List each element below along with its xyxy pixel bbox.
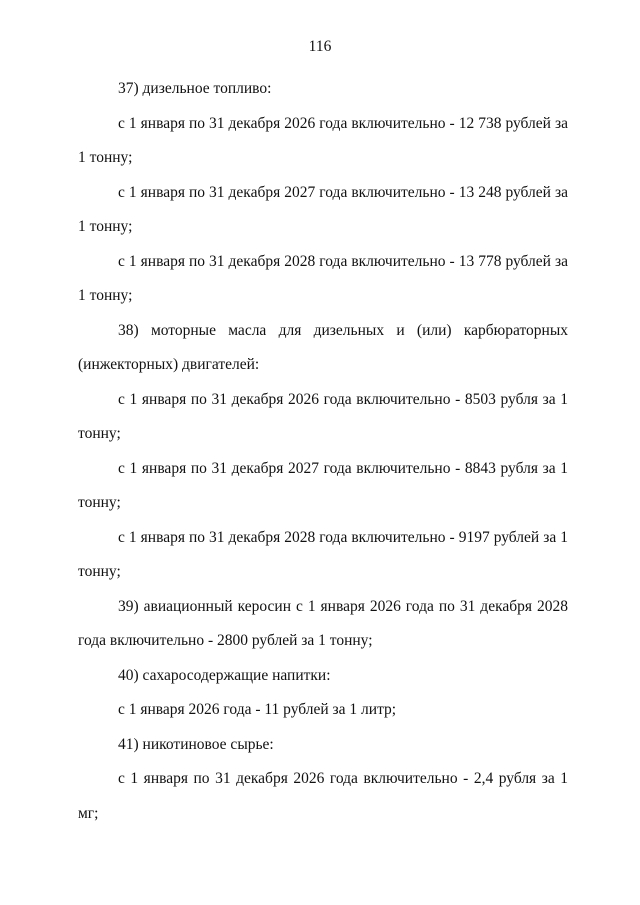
page-number: 116 [308,38,332,55]
paragraph-41-heading: 41) никотиновое сырье: [118,735,274,753]
paragraph-38-heading: 38) моторные масла для дизельных и (или) карбюраторных (инжекторных) двигателей: [78,321,568,373]
paragraph-sugar-drinks-2026: с 1 января 2026 года - 11 рублей за 1 литр; [118,701,397,718]
paragraph-diesel-2028: с 1 января по 31 декабря 2028 года включительно - 13 778 рублей за 1 тонну; [78,252,568,304]
paragraph-diesel-2027: с 1 января по 31 декабря 2027 года включительно - 13 248 рублей за 1 тонну; [78,183,568,235]
paragraph-diesel-2026: с 1 января по 31 декабря 2026 года включительно - 12 738 рублей за 1 тонну; [78,114,568,166]
document-body [78,72,568,831]
paragraph-motor-oil-2026: с 1 января по 31 декабря 2026 года включительно - 8503 рубля за 1 тонну; [78,390,568,442]
paragraph-40-heading: 40) сахаросодержащие напитки: [118,666,331,684]
paragraph-motor-oil-2027: с 1 января по 31 декабря 2027 года включительно - 8843 рубля за 1 тонну; [78,459,568,511]
paragraph-39-kerosene: 39) авиационный керосин с 1 января 2026 года по 31 декабря 2028 года включительно - 2800 рублей за 1 тонну; [78,597,568,649]
paragraph-motor-oil-2028: с 1 января по 31 декабря 2028 года включительно - 9197 рублей за 1 тонну; [78,528,568,580]
paragraph-37-heading: 37) дизельное топливо: [118,80,272,97]
paragraph-nicotine-2026: с 1 января по 31 декабря 2026 года включительно - 2,4 рубля за 1 мг; [78,770,568,822]
